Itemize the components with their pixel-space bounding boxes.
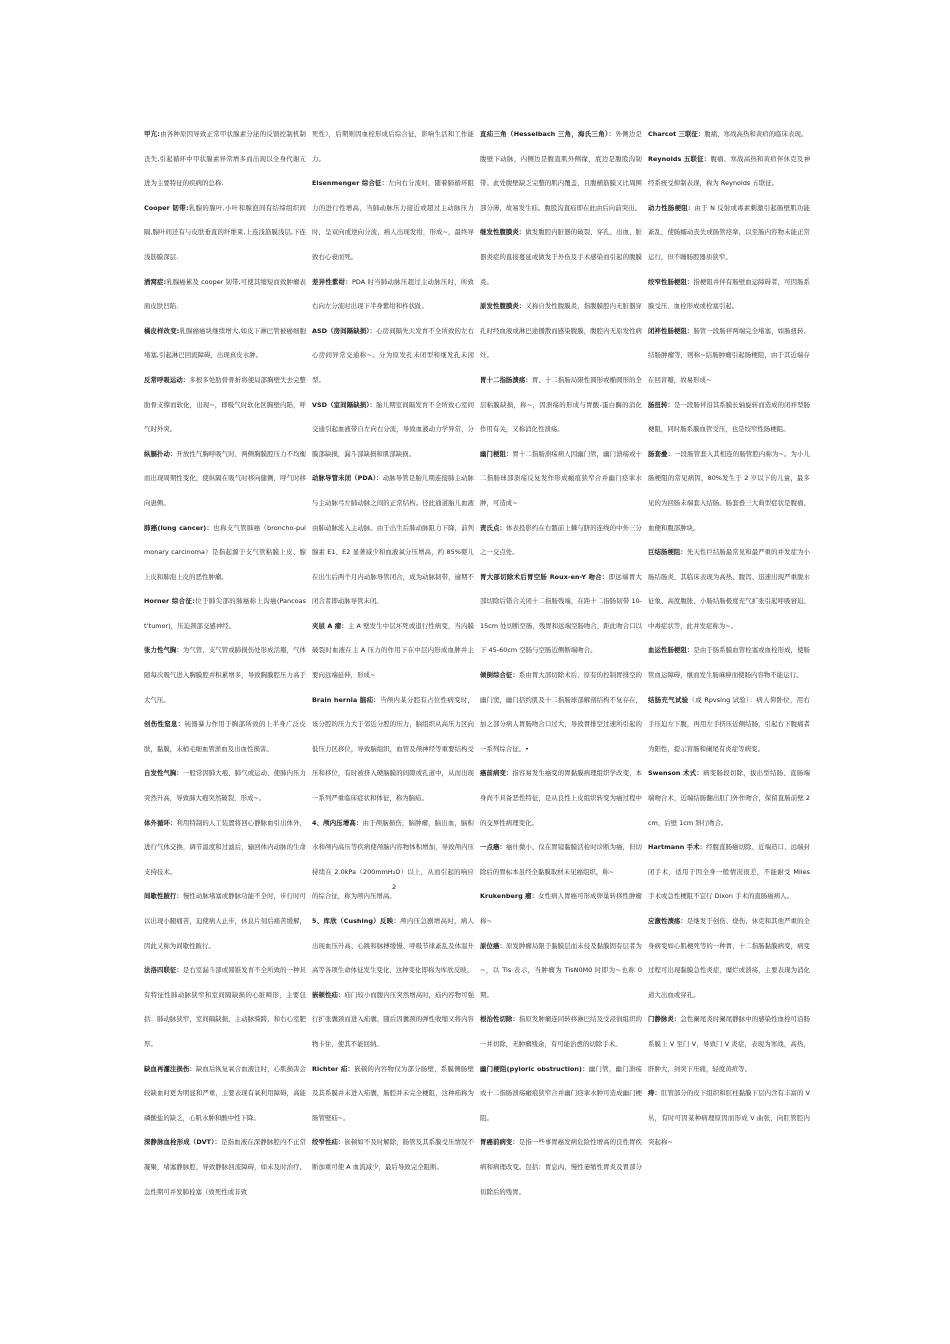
text-column-1 <box>144 122 306 1204</box>
entry-term: 巨结肠梗阻： <box>648 548 687 557</box>
entry-definition: 经腹直肠癌切除、近端造口、远端封闭手术，适用于因全身一般情况很差，不能耐受 Miles 手术或急性梗阻不宜行 Dixon 手术的直肠癌病人。 <box>648 843 810 901</box>
glossary-entry <box>480 565 642 663</box>
glossary-entry <box>312 319 474 393</box>
entry-term: 夹层 A 瘤： <box>312 621 348 630</box>
entry-definition: 急性阑尾炎时阑尾静脉中的感染性血栓可沿肠系膜上 V 至门 V，导致门 V 炎症，表现为寒战，高热，肝肿大，剑突下压痛，轻度黄疸等。 <box>648 1015 811 1073</box>
entry-term: 间歇性跛行： <box>144 892 183 901</box>
text-column-4 <box>648 122 810 1155</box>
entry-definition: 疝门较小而腹内压突然增高时，疝内容物可强行扩张囊颈而进入疝囊，随后因囊颈的弹性收缩又将内容物卡住，使其不能回纳。 <box>312 990 475 1048</box>
entry-definition: 肛管部分的皮下组织和肛柱黏膜下层内含有丰富的 V 丛，有时可因某种病理原因而形成 V 曲张，向肛管腔内突起称~ <box>648 1089 810 1147</box>
entry-term: 胃十二指肠溃疡： <box>480 375 532 384</box>
entry-definition: 胎儿期室间隔发育不全所致心室间交通引起血液带自左向右分流，导致血液动力学异常，分膜部缺损，漏斗部缺损和肌部缺损。 <box>312 400 475 458</box>
glossary-entry <box>480 294 642 368</box>
glossary-entry <box>312 811 474 909</box>
entry-term: 差异性紫绀： <box>312 277 353 286</box>
glossary-entry <box>648 761 810 835</box>
entry-term: 绞窄性疝： <box>312 1138 345 1147</box>
glossary-entry <box>312 393 474 467</box>
entry-definition: PDA 时当肺动脉压超过主动脉压时，所致右向左分流时出现下半身紫绀和杵状趾。 <box>312 277 474 311</box>
entry-term: 癌前病变： <box>480 769 513 778</box>
entry-term: 痔： <box>648 1089 661 1098</box>
entry-term: 橘皮样改变: <box>144 326 180 335</box>
entry-term: 创伤性窒息： <box>144 720 185 729</box>
entry-term: 继发性腹膜炎： <box>480 228 526 237</box>
glossary-entry <box>312 466 474 614</box>
entry-term: VSD（室间隔缺损）： <box>312 400 377 409</box>
entry-term: Charcot 三联征： <box>648 130 705 138</box>
entry-term: 胃癌前病变： <box>480 1138 519 1147</box>
entry-definition: （或 Rpvsing 试验）：病人仰卧位，用右手压迫左下腹，再用左手挤压近侧结肠，引起右下腹痛者为阳性，提示盲肠和阑尾有炎症等病变。 <box>648 695 810 753</box>
entry-definition: 又称自发性腹膜炎，指腹膜腔内无脏器穿孔时经血液或淋巴途播散而感染腹膜，腹腔内无原发性病灶。 <box>480 302 642 360</box>
entry-definition: 胃、十二指肠局限性圆形或椭圆形的全层粘膜缺损，称~，因溃疡的形成与胃酸-蛋白酶的消化作用有关，又称消化性溃疡。 <box>480 375 642 434</box>
glossary-entry <box>648 909 810 1007</box>
glossary-entry <box>480 220 642 294</box>
glossary-entry <box>648 319 810 393</box>
entry-definition: 女性病人胃癌可形成卵巢转移性肿瘤称~ <box>480 892 642 925</box>
entry-definition: 利用特制的人工装置将回心静脉血引出体外，进行气体交换，调节温度和过滤后，输回体内动脉的生命支持技术。 <box>144 818 307 876</box>
glossary-entry <box>144 516 306 590</box>
entry-definition: 原发肿瘤局限于黏膜层而未侵及黏膜固有层者为~，以 Tis 表示，当肿瘤为 TisN0M0 时即为~也称 0 期。 <box>480 941 642 999</box>
glossary-entry <box>312 1057 474 1131</box>
glossary-entry <box>648 442 810 540</box>
glossary-entry <box>144 270 306 319</box>
entry-definition: 嵌顿的内容物仅为部分肠壁，系膜侧肠壁及其系膜并未进入疝囊，肠腔并未完全梗阻，这种疝称为肠管壁疝~。 <box>312 1064 474 1122</box>
glossary-entry <box>144 589 306 638</box>
glossary-entry <box>144 196 306 270</box>
glossary-entry <box>648 1081 810 1155</box>
entry-definition: 外侧边是腹壁下动脉，内侧边是腹直肌外侧缘，底边是腹股沟韧带。此处腹壁缺乏完整的肌内覆盖，且腹横筋膜又比周围部分薄，故易发生疝。腹股沟直疝即在此由后向前突出。 <box>480 130 642 212</box>
glossary-entry <box>312 270 474 319</box>
text-column-3 <box>480 122 642 1204</box>
glossary-entry <box>648 638 810 687</box>
entry-definition: 先天性巨结肠最常见和最严重的并发症为小肠结肠炎，其临床表现为高热、腹泻、迅速出现严重脱水征象、高度腹胀、小肠结肠极度充气扩张引起呼吸窘迫、中毒症状等，此并发症称为~。 <box>648 548 810 630</box>
entry-definition: 是指血液在深静脉腔内不正常凝聚，堵塞静脉腔，导致静脉回流障碍，如未及时治疗，急性期可并发肺栓塞（致死性或非致 <box>144 1138 307 1196</box>
glossary-entry <box>480 368 642 442</box>
entry-definition: 是一段肠袢沿其系膜长轴旋转而造成的闭袢型肠梗阻，同时肠系膜血管受压，也是绞窄性肠梗阻。 <box>648 400 810 434</box>
glossary-entry <box>648 1007 810 1081</box>
glossary-entry <box>144 1057 306 1131</box>
entry-definition: 动脉导管是胎儿期连接肺主动脉与主动脉弓左肺动脉之间的正常结构。径此通道胎儿血液由肺动脉流入主动脉。由于出生后肺动脉阻力下降，前列腺素 E1、E2 显著减少和血液氧分压增高，约 85%婴儿在出生后两个月内动脉导管闭合，成为动脉韧带，逾期不闭合者即动脉导管未闭。 <box>312 474 474 606</box>
entry-term: Hartmann 手术： <box>648 843 707 852</box>
glossary-entry <box>480 122 642 220</box>
entry-term: 深静脉血栓形成（DVT）： <box>144 1138 222 1147</box>
entry-definition: 当颅内某分腔有占位性病变时，该分腔的压力大于邻近分腔的压力，脑组织从高压力区向低压力区移位，导致脑组织，血管及颅神经等重要结构受压和移位，有时被挤入硬脑膜的间隙或孔道中，从而出现一系列严重临床症状和体征，称为脑疝。 <box>312 695 474 803</box>
glossary-entry <box>312 122 474 171</box>
entry-definition: 乳腺癌累及 cooper 韧带,可使其缩短而致肿瘤表面皮肤凹陷. <box>144 277 306 311</box>
glossary-entry <box>648 835 810 909</box>
glossary-entry <box>480 442 642 516</box>
entry-definition: 位于肺尖部的肺癌称上沟癌(Pancoast’tumor)，压迫颈部交感神经。 <box>144 597 306 630</box>
entry-term: 动脉导管未闭（PDA）： <box>312 474 383 483</box>
entry-definition: 胃十二指肠溃疡病人因幽门管，幽门溃疡或十二指肠球部溃疡反复发作形成瘢痕狭窄合并幽门痉挛水肿，可造成~ <box>480 449 643 507</box>
entry-term: 原位癌： <box>480 941 506 950</box>
glossary-entry <box>312 614 474 688</box>
entry-term: 5、库欣（Cushing）反映： <box>312 917 401 925</box>
entry-definition: 腹痛、寒战高热和黄疸伴休克及神经系统受抑制表现，称为 Reynolds 五联征。 <box>648 154 811 188</box>
entry-term: 张力性气胸： <box>144 646 183 655</box>
glossary-entry <box>648 393 810 442</box>
entry-term: 胃大部切除术后胃空肠 Roux-en-Y 吻合： <box>480 572 609 581</box>
entry-term: 一点癌： <box>480 843 506 852</box>
entry-term: 嵌顿性疝： <box>312 990 345 999</box>
entry-term: 幽门梗阻(pyloric obstruction)： <box>480 1064 589 1073</box>
glossary-entry <box>648 688 810 762</box>
glossary-entry <box>480 1057 642 1131</box>
entry-definition: 是右室漏斗部或圆锥发育不全所致的一种具有特征性肺动脉狭窄和室间隔缺损的心脏畸形，主要包括：肺动脉狭窄，室间隔缺损，主动脉骑跨，和右心室肥厚。 <box>144 966 306 1048</box>
entry-term: 应激性溃疡： <box>648 917 687 925</box>
entry-definition: 是指一些事胃癌发病危险性增高的良性胃疾病和病理改变。包括：胃息肉，慢性萎缩性胃炎及胃部分切除后的残胃。 <box>480 1138 642 1196</box>
glossary-entry <box>144 638 306 712</box>
entry-definition: 一般常因肺大疱、肺气或运动、使肺内压力突然升高，导致肺大疱突然破裂，形成~。 <box>144 769 306 803</box>
glossary-entry <box>480 884 642 933</box>
entry-definition: 即远端胃大部切除后错合关闭十二指肠残端，在距十二指肠韧带 10-15cm 处切断空肠，残胃和远端空肠吻合，距此吻合口以下 45-60cm 空肠与空肠近侧断端吻合。 <box>480 572 643 655</box>
entry-definition: 颅内压急剧增高时，病人出现血压升高、心跳和脉搏缓慢、呼吸节律紊乱及体温升高等各项生命体征发生变化，这种变化即称为库欣反映。 <box>312 917 474 975</box>
glossary-entry <box>312 1130 474 1179</box>
entry-definition: 指容易发生癌变的胃黏膜病理组织学改变，本身尚不具备恶性特征，是从良性上皮组织转变为癌过程中的交界性病理变化。 <box>480 769 643 827</box>
entry-definition: 体表投影约在右髂前上棘与脐的连线的中外三分之一交点处。 <box>480 523 642 557</box>
entry-term: 肺癌(lung cancer)： <box>144 523 214 532</box>
glossary-entry <box>312 171 474 269</box>
glossary-entry <box>480 1007 642 1056</box>
glossary-entry <box>144 761 306 810</box>
entry-definition: 是由于肠系膜血管栓塞或血栓形成，使肠管血运障碍，继而发生肠麻痹而使肠内容物不能运行。 <box>648 646 810 680</box>
entry-term: 体外循环： <box>144 818 177 827</box>
entry-term: 法洛四联征： <box>144 966 183 975</box>
entry-definition: 嵌顿如不及时解除，肠管及其系膜受压情况不断加重可使 A 血流减少，最后导致完全阻断。 <box>312 1138 475 1171</box>
entry-term: 门静脉炎： <box>648 1015 681 1024</box>
glossary-entry <box>648 196 810 270</box>
glossary-entry <box>480 761 642 835</box>
entry-definition: 乳腺癌癌块继续增大,如皮下淋巴管被癌细胞堵塞,引起淋巴回流障碍，出现真皮水肿。 <box>144 326 306 360</box>
entry-term: 自发性气胸： <box>144 769 183 778</box>
entry-definition: 系由胃大部切除术后，原有的控制胃排空的幽门窦，幽门括约肌及十二指肠球部解剖结构不复存在，加之部分病人胃肠吻合口过大，导致胃排空过速所引起的一系列综合征。• <box>480 671 642 753</box>
entry-term: Swenson 术式： <box>648 769 704 778</box>
text-column-2 <box>312 122 474 1180</box>
entry-definition: 钝器暴力作用于胸部所致的上半身广泛皮肤，黏膜，末梢毛细血管淤血及出血性损害。 <box>144 720 306 753</box>
entry-term: 根治性切除： <box>480 1015 519 1024</box>
entry-definition: 做发腹腔内脏器的破裂、穿孔、出血、脏器炎症的直接蔓延或做发于外伤及手术感染而引起的腹膜炎。 <box>480 228 642 286</box>
glossary-entry <box>480 663 642 761</box>
glossary-entry <box>648 147 810 196</box>
entry-term: 反常呼吸运动： <box>144 375 190 384</box>
glossary-entry <box>144 884 306 958</box>
entry-term: 绞窄性肠梗阻： <box>648 277 694 286</box>
entry-term: Krukenberg 瘤： <box>480 892 539 901</box>
entry-term: 甲亢: <box>144 130 160 138</box>
entry-term: 结肠充气试验 <box>648 695 689 704</box>
page-number: 2 <box>392 883 397 891</box>
entry-term: Eisenmenger 综合征： <box>312 179 389 188</box>
entry-definition: 死性），后期则因血栓形成后综合征，影响生活和工作能力。 <box>312 130 474 163</box>
entry-definition: 缺血后恢复氧合血液注时，心肌损害会较缺血时更为明显和严重，主要表现有氧利用障碍，高能磷酸盐的缺乏，心肌水肿和酸中性下降。 <box>144 1064 306 1122</box>
entry-definition: 指原发肿瘤连同转移淋巴结及受浸润组织的一并切除，无肿瘤残余，有可能治愈的切除手术。 <box>480 1015 642 1048</box>
entry-definition: 为气管、支气管或肺损伤处形成活瓣，气体随每次吸气进入胸膜腔并积累增多，导致胸膜腔压力高于大气压。 <box>144 646 306 704</box>
entry-term: 责氏点： <box>480 523 506 532</box>
entry-term: 酒窝症: <box>144 277 167 286</box>
glossary-entry <box>648 540 810 638</box>
glossary-entry <box>144 958 306 1056</box>
glossary-entry <box>480 835 642 884</box>
entry-definition: 慢性动脉堵塞或静脉功能不全时，步行时可以出现小腿痛苦，迫使病人止步，休息片刻后痛苦缓解，因此又称为间歇性跛行。 <box>144 892 306 950</box>
glossary-entry <box>312 909 474 983</box>
glossary-entry <box>480 516 642 565</box>
entry-term: 4、颅内压增高： <box>312 818 363 827</box>
glossary-entry <box>144 319 306 368</box>
entry-definition: 病变肠段切除，拔出型结肠、直肠端端吻合术，近端结肠翻出肛门外作吻合，保留直肠前壁 2cm，后壁 1cm 斜行吻合。 <box>648 769 810 827</box>
glossary-entry <box>144 1130 306 1204</box>
entry-definition: 乳腺的腺叶,小叶和腺泡间有结缔组织间隔,腺叶间还有与皮肤垂直的纤维束,上连浅筋膜浅层,下连浅筋膜深层. <box>144 203 307 261</box>
entry-term: 缺血再灌注损伤： <box>144 1064 196 1073</box>
entry-definition: 是继发于创伤、烧伤、休克和其他严重的全身病变如心肌梗死等的一种胃、十二指肠黏膜病变，病变过程可出现黏膜急性炎症，糜烂或溃疡，主要表现为消化道大出血或穿孔。 <box>648 917 810 999</box>
glossary-entry <box>144 712 306 761</box>
entry-term: Brain hernia 脑疝： <box>312 695 381 704</box>
entry-definition: 由于颅脑损伤，脑肿瘤，脑出血，脑积水和颅内高压等疾病使颅脑内容物体积增加，导致颅内压持续在 2.0kPa（200mmH₂O）以上，从而引起的响应的综合征，称为颅内压增高。 <box>312 818 474 901</box>
entry-definition: 一段肠管套入其相连的肠管腔内称为~。为小儿肠梗阻的常见病因，80%发生于 2 岁以下的儿童，最多见的为回肠末端套入结肠。肠套叠三大典型症状是腹痛、血便和腹部肿块。 <box>648 449 811 532</box>
entry-term: 动力性肠梗阻： <box>648 203 695 212</box>
entry-term: 肠套叠： <box>648 449 675 458</box>
entry-definition: 癌灶微小，仅在胃镜黏膜活检时诊断为癌，但切除后的胃标本虽经全黏膜取材未见癌组织，称~ <box>480 843 642 876</box>
entry-term: Cooper 韧带: <box>144 203 189 212</box>
entry-definition: 也称支气管肺癌（broncho-pulmonary carcinoma）是指起源于支气管粘膜上皮、腺上皮和肺泡上皮的恶性肿瘤。 <box>144 523 307 581</box>
glossary-entry <box>648 270 810 319</box>
entry-definition: 幽门管，幽门溃疡或十二指肠溃疡瘢痕狭窄合并幽门痉挛水肿可造成幽门梗阻。 <box>480 1064 642 1122</box>
entry-definition: 由各种原因导致正常甲状腺素分泌的反馈控制机制丧失,引起循环中甲状腺素异常增多而出现以全身代谢亢进为主要特征的疾病的总称. <box>144 130 306 188</box>
entry-term: 倾倒综合征： <box>480 671 519 680</box>
entry-term: 原发性腹膜炎： <box>480 302 526 311</box>
glossary-entry <box>144 811 306 885</box>
glossary-entry <box>648 122 810 147</box>
entry-term: 直疝三角（Hesselbach 三角，海氏三角）： <box>480 130 616 138</box>
entry-definition: 腹痛、寒战高热和黄疸的临床表现。 <box>704 130 808 138</box>
glossary-entry <box>480 1130 642 1204</box>
entry-definition: 由于 N 反射或毒素刺激引起肠壁肌功能紊乱，使肠蠕动丧失或肠管痉挛，以至肠内容物未能正常运行，但不睡肠腔器质狭窄。 <box>648 203 811 261</box>
entry-definition: 多根多处肋骨骨折将使局部胸壁失去完整肋骨支撑而软化，出现~，即吸气时软化区胸壁内陷，呼气时外突。 <box>144 375 306 434</box>
entry-term: Richter 疝： <box>312 1064 355 1073</box>
glossary-entry <box>144 122 306 196</box>
entry-term: Horner 综合征: <box>144 597 195 606</box>
glossary-entry <box>144 442 306 516</box>
entry-term: 肠扭转： <box>648 400 674 409</box>
entry-definition: 左向右分流时，随着肺循环阻力的进行性增高，当肺动脉压力接近或超过主动脉压力时，呈双向或逆向分流，病人出现发绀，形成~，最终导致右心衰而死。 <box>312 179 475 261</box>
entry-term: Reynolds 五联征： <box>648 154 711 163</box>
entry-definition: 主 A 壁发生中层坏死或退行性病变，当内膜破裂时血液在主 A 压力的作用下在中层内形成血肿并主要向远端延伸，形成~ <box>312 621 475 680</box>
entry-definition: 开放性气胸呼吸气时，两侧胸膜腔压力不均衡而出现周期性变化，使纵隔在吸气时移向健侧，呼气时移向患侧。 <box>144 449 307 507</box>
glossary-entry <box>144 368 306 442</box>
entry-term: 闭袢性肠梗阻： <box>648 326 694 335</box>
entry-definition: 指梗阻并伴有肠壁血运障碍者，可因肠系膜受压、血栓形成或栓塞引起。 <box>648 277 810 311</box>
entry-term: 血运性肠梗阻： <box>648 646 694 655</box>
entry-term: 纵膈扑动： <box>144 449 177 458</box>
entry-definition: 心房间隔先天发育不全所致的左右心房间异常交通称~。分为原发孔未闭型和继发孔未闭型。 <box>312 326 475 384</box>
glossary-entry <box>480 934 642 1008</box>
entry-definition: 肠管一段肠袢两端完全堵塞，如肠扭转、结肠肿瘤等，则称~结肠肿瘤引起肠梗阻，由于其近端存在回盲瓣，故易形成~ <box>648 326 810 384</box>
entry-term: ASD（房间隔缺损）： <box>312 326 377 335</box>
entry-term: 幽门梗阻： <box>480 449 513 458</box>
glossary-entry <box>312 983 474 1057</box>
glossary-entry <box>312 688 474 811</box>
